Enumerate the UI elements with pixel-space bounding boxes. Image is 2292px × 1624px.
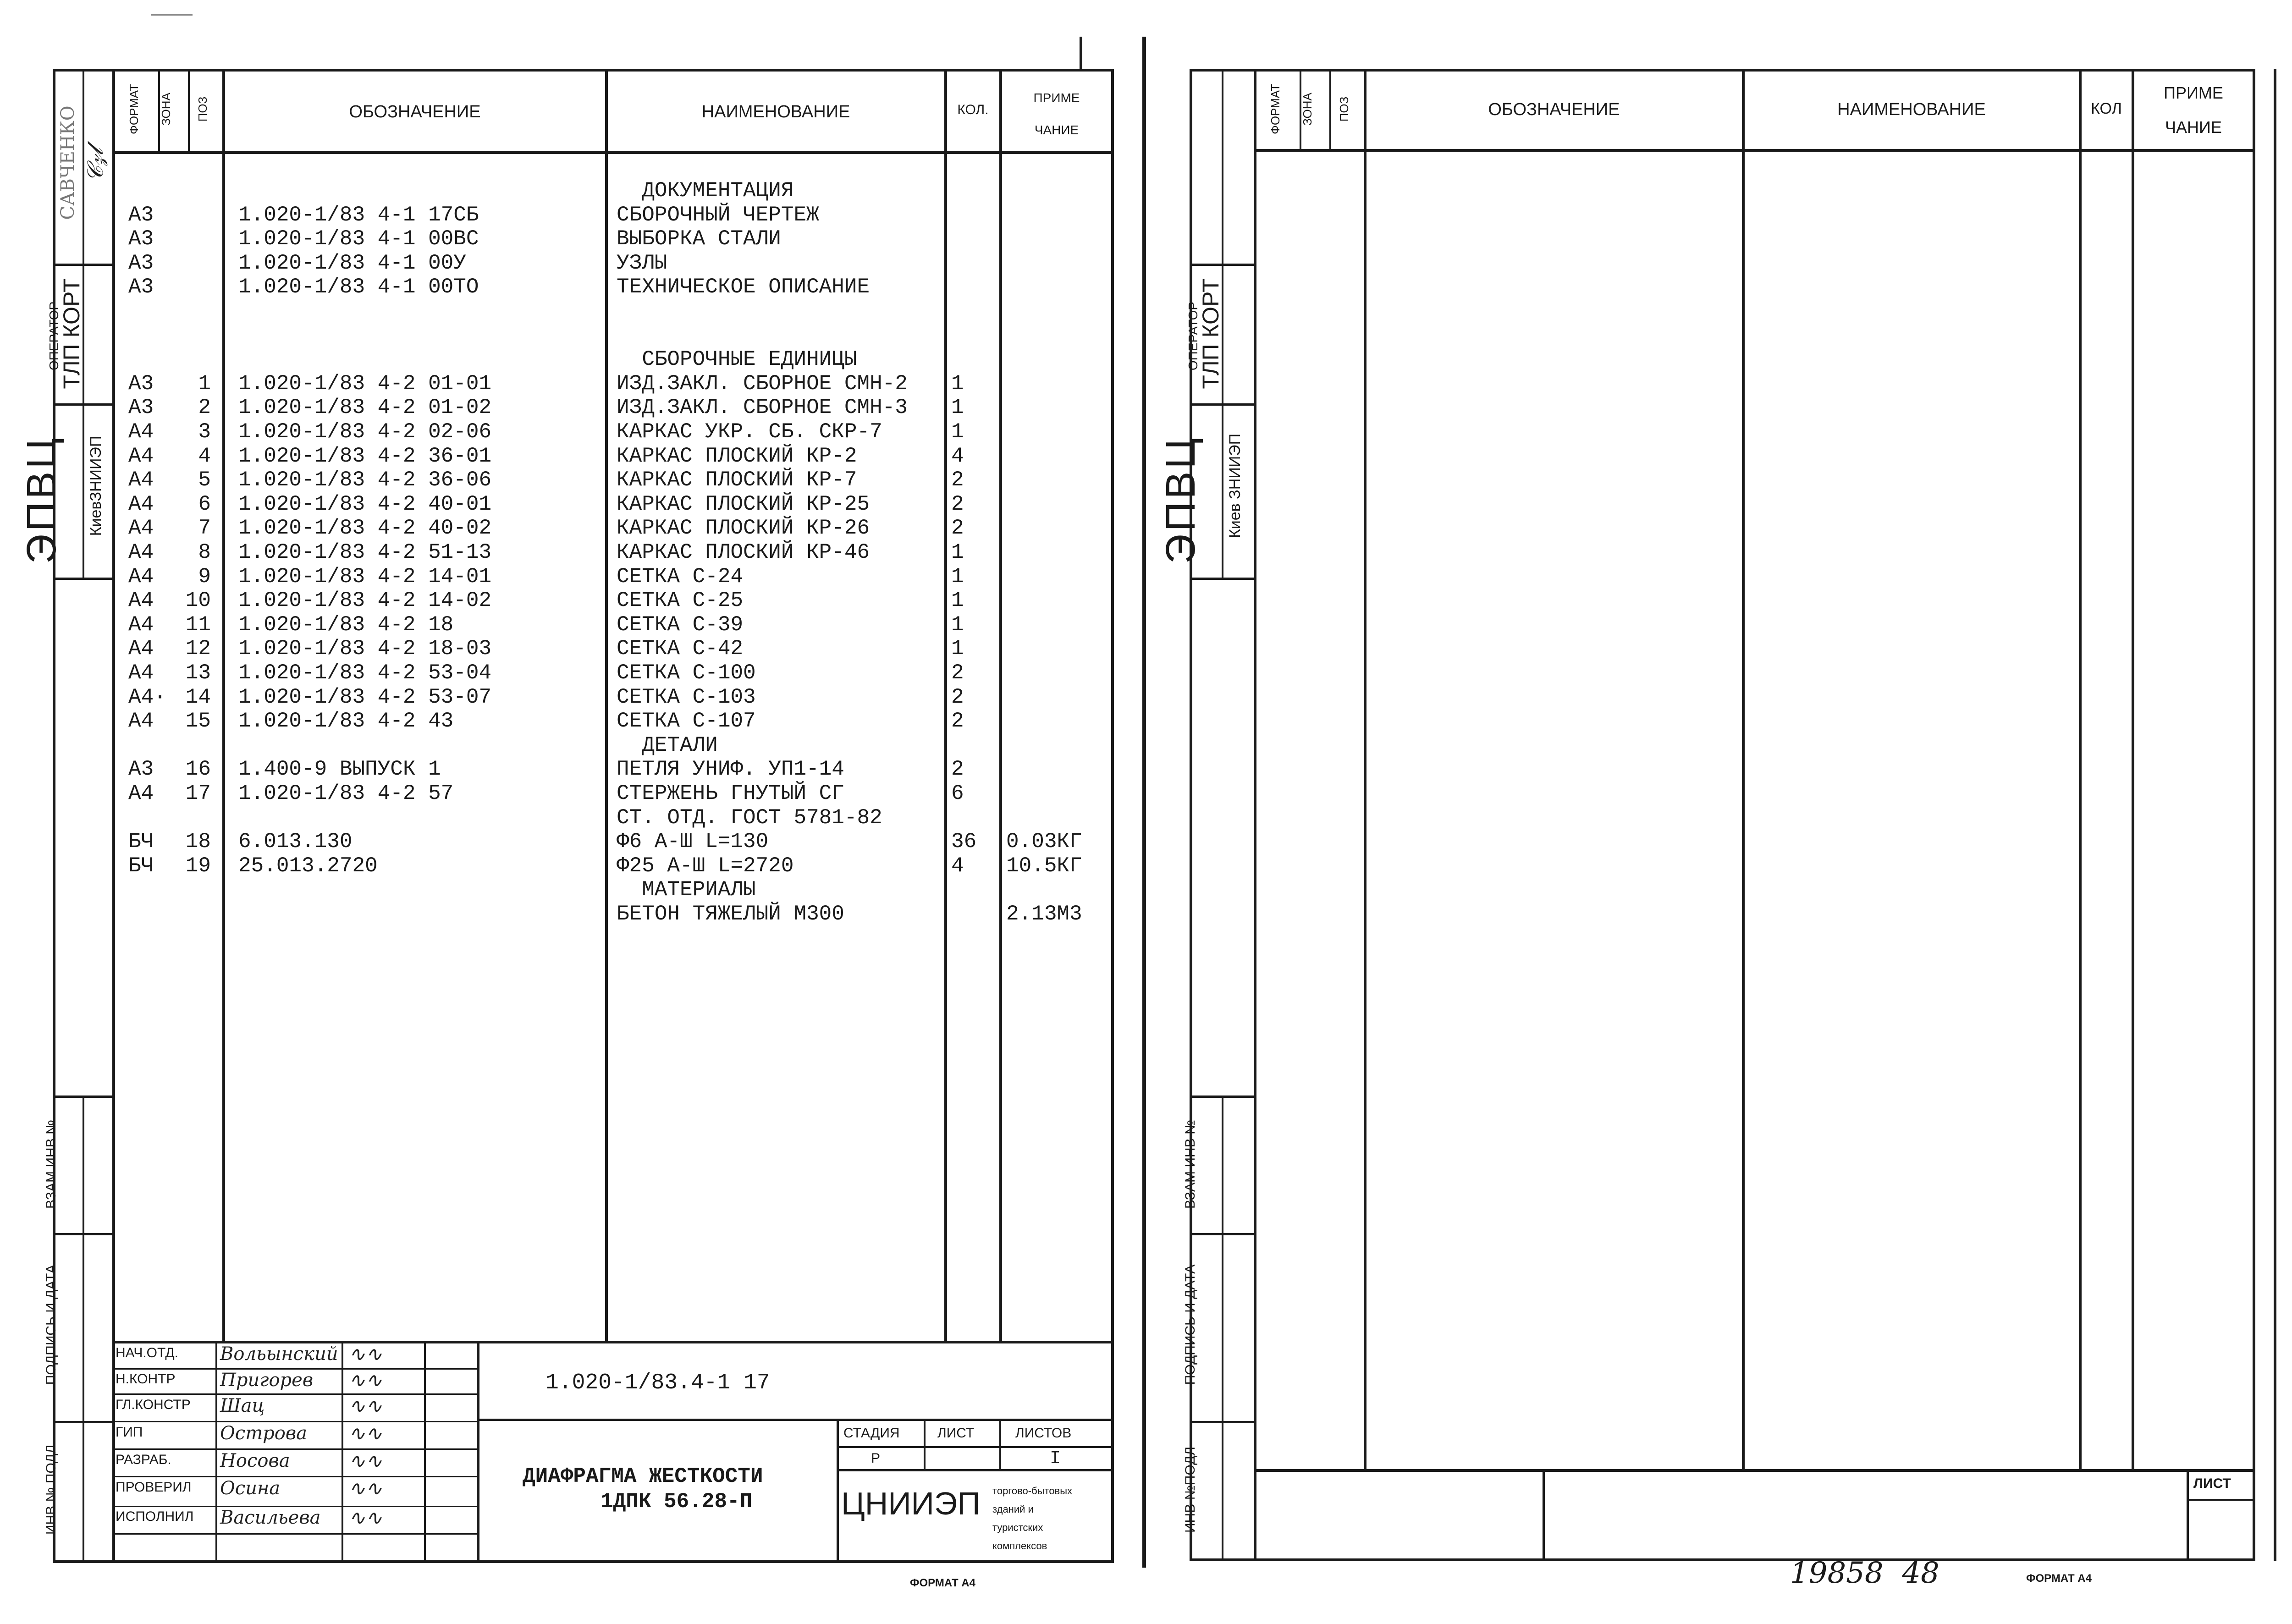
- tb-role: Н.КОНТР: [116, 1371, 176, 1387]
- row-name: Ф6 А-Ш L=130: [617, 830, 769, 854]
- row-qty: 2: [951, 685, 964, 709]
- tb-v-names: [215, 1341, 217, 1563]
- tb-designation: 1.020-1/83.4-1 17: [545, 1371, 770, 1395]
- table-row: [0, 806, 1114, 830]
- tb-signature: ∿∿: [348, 1369, 382, 1392]
- tb-v-sign: [342, 1341, 343, 1563]
- right-col-div-pos: [1329, 69, 1331, 151]
- tb-org-sub-3: туристских: [992, 1522, 1043, 1533]
- row-pos: 5: [198, 468, 211, 492]
- row-name: КАРКАС ПЛОСКИЙ КР-2: [617, 444, 857, 468]
- tb-roles-h5: [112, 1476, 479, 1477]
- left-spec-table: [0, 0, 1114, 1375]
- row-note: 0.03КГ: [1006, 830, 1082, 854]
- row-qty: 2: [951, 492, 964, 516]
- row-name: Ф25 А-Ш L=2720: [617, 853, 794, 878]
- row-format: А4: [128, 661, 154, 685]
- tb-roles-h7: [112, 1533, 479, 1535]
- tb-role: ПРОВЕРИЛ: [116, 1480, 192, 1495]
- right-frame-outer-right: [2274, 69, 2276, 1561]
- row-format: А4: [128, 420, 154, 444]
- row-name: СБОРОЧНЫЕ ЕДИНИЦЫ: [617, 347, 857, 372]
- row-designation: 1.020-1/83 4-2 57: [238, 782, 454, 805]
- left-stamp-org-small: КиевЗНИИЭП: [87, 435, 105, 536]
- table-row: [0, 227, 1114, 251]
- row-name: СЕТКА С-103: [617, 685, 756, 709]
- row-format: А3: [128, 203, 154, 227]
- tb-roles-h2: [112, 1393, 479, 1395]
- left-hdr-qty: КОЛ.: [957, 102, 989, 117]
- row-note: 2.13М3: [1006, 902, 1082, 926]
- table-row: [0, 637, 1114, 661]
- right-stamp-org-small: Киев ЗНИИЭП: [1226, 433, 1244, 539]
- table-row: [0, 685, 1114, 709]
- table-row: [0, 589, 1114, 612]
- left-frame-bottom: [53, 1560, 1114, 1563]
- left-hdr-zone: ЗОНА: [159, 93, 173, 126]
- row-qty: 1: [951, 371, 964, 396]
- tb-name: Носова: [220, 1450, 290, 1471]
- right-bottom-stamp-top: [1254, 1469, 2255, 1472]
- table-row: [0, 565, 1114, 589]
- table-row: [0, 661, 1114, 685]
- right-stamp-operator-label: ОПЕРАТОР: [1186, 301, 1200, 371]
- left-stamp-org-big: ЭПВЦ: [19, 435, 65, 564]
- row-name: КАРКАС УКР. СБ. СКР-7: [617, 420, 882, 444]
- row-designation: 1.020-1/83 4-2 40-01: [238, 492, 492, 516]
- table-row: [0, 396, 1114, 419]
- right-frame-right: [2253, 69, 2255, 1561]
- right-hdr-zone: ЗОНА: [1300, 93, 1314, 126]
- right-stamp-divider: [1254, 69, 1256, 1561]
- table-row: [0, 203, 1114, 227]
- row-name: КАРКАС ПЛОСКИЙ КР-25: [617, 492, 870, 516]
- row-qty: 2: [951, 468, 964, 492]
- left-hdr-note-1: ПРИМЕ: [1033, 91, 1080, 105]
- right-hdr-note-1: ПРИМЕ: [2164, 83, 2223, 102]
- row-pos: 18: [185, 830, 211, 854]
- tb-role: ГЛ.КОНСТР: [116, 1397, 191, 1412]
- left-stamp-h6: [53, 1421, 115, 1423]
- row-name: ИЗД.ЗАКЛ. СБОРНОЕ СМН-3: [617, 396, 908, 420]
- row-name: СБОРОЧНЫЙ ЧЕРТЕЖ: [617, 203, 819, 227]
- tb-name: Вольынский: [220, 1343, 338, 1365]
- row-pos: 16: [185, 757, 211, 782]
- table-row: [0, 468, 1114, 492]
- table-row: [0, 613, 1114, 637]
- right-bottom-stamp-v: [1543, 1469, 1545, 1561]
- row-designation: 1.020-1/83 4-2 14-01: [238, 564, 492, 589]
- left-format-label: ФОРМАТ А4: [910, 1577, 975, 1589]
- right-hdr-format: ФОРМАТ: [1268, 84, 1282, 134]
- tb-signature: ∿∿: [348, 1343, 382, 1366]
- row-designation: 6.013.130: [238, 830, 353, 854]
- row-qty: 2: [951, 661, 964, 685]
- row-name: КАРКАС ПЛОСКИЙ КР-46: [617, 540, 870, 564]
- right-bottom-sheet-v: [2187, 1469, 2189, 1561]
- row-name: ДОКУМЕНТАЦИЯ: [617, 179, 794, 203]
- row-format: А4: [128, 516, 154, 540]
- row-pos: 3: [198, 420, 211, 444]
- row-qty: 2: [951, 516, 964, 540]
- row-qty: 1: [951, 420, 964, 444]
- tb-v-stage: [837, 1419, 839, 1563]
- row-pos: 10: [185, 589, 211, 613]
- row-qty: 1: [951, 589, 964, 613]
- right-stamp-h1: [1190, 264, 1256, 266]
- row-pos: 2: [198, 396, 211, 420]
- table-row: [0, 902, 1114, 926]
- table-row: [0, 830, 1114, 853]
- row-designation: 1.020-1/83 4-1 00ВС: [238, 227, 479, 251]
- tb-org: ЦНИИЭП: [841, 1486, 981, 1521]
- tb-role: ИСПОЛНИЛ: [116, 1509, 194, 1524]
- tb-v-main: [477, 1341, 479, 1563]
- right-stamp-operator-value: ТЛП КОРТ: [1198, 278, 1223, 389]
- left-stamp-operator-value: ТЛП КОРТ: [59, 278, 84, 389]
- left-stamp-inv-replace: ВЗАМ ИНВ №: [44, 1119, 59, 1209]
- tb-sheets-label: ЛИСТОВ: [1015, 1426, 1072, 1441]
- tb-stage-value: Р: [871, 1451, 881, 1466]
- row-name: УЗЛЫ: [617, 251, 667, 275]
- left-hdr-designation: ОБОЗНАЧЕНИЕ: [349, 102, 481, 121]
- row-qty: 4: [951, 444, 964, 468]
- right-stamp-org-big: ЭПВЦ: [1158, 435, 1204, 564]
- right-hdr-designation: ОБОЗНАЧЕНИЕ: [1488, 100, 1620, 119]
- row-qty: 2: [951, 709, 964, 733]
- table-row: [0, 878, 1114, 902]
- tb-org-sub-4: комплексов: [992, 1540, 1047, 1552]
- right-col-div-qty: [2079, 69, 2082, 1471]
- table-row: [0, 324, 1114, 347]
- tb-stage-label: СТАДИЯ: [843, 1426, 900, 1441]
- row-pos: 13: [185, 661, 211, 685]
- right-stamp-h6: [1190, 1421, 1256, 1423]
- table-row: [0, 540, 1114, 564]
- row-designation: 1.020-1/83 4-2 18: [238, 612, 454, 637]
- row-pos: 7: [198, 516, 211, 540]
- tb-name: Васильева: [220, 1507, 321, 1528]
- row-pos: 6: [198, 492, 211, 516]
- row-pos: 9: [198, 564, 211, 589]
- row-qty: 2: [951, 757, 964, 782]
- row-format: А3: [128, 251, 154, 275]
- left-hdr-format: ФОРМАТ: [127, 84, 141, 134]
- tb-signature: ∿∿: [348, 1506, 382, 1530]
- row-format: А4: [128, 468, 154, 492]
- row-pos: 4: [198, 444, 211, 468]
- row-qty: 4: [951, 853, 964, 878]
- row-qty: 1: [951, 396, 964, 420]
- tb-title-line1: ДИАФРАГМА ЖЕСТКОСТИ: [523, 1464, 763, 1488]
- row-designation: 1.020-1/83 4-2 36-06: [238, 468, 492, 492]
- row-designation: 1.020-1/83 4-2 01-01: [238, 371, 492, 396]
- table-row: [0, 757, 1114, 781]
- row-name: СЕТКА С-100: [617, 661, 756, 685]
- row-format: А4: [128, 492, 154, 516]
- tb-role: ГИП: [116, 1425, 143, 1440]
- row-designation: 1.020-1/83 4-2 18-03: [238, 637, 492, 661]
- right-hdr-qty: КОЛ: [2091, 100, 2122, 117]
- left-hdr-note-2: ЧАНИЕ: [1034, 123, 1079, 137]
- tb-role: РАЗРАБ.: [116, 1452, 171, 1467]
- row-designation: 1.020-1/83 4-1 17СБ: [238, 203, 479, 227]
- tb-org-sub-1: торгово-бытовых: [992, 1485, 1073, 1497]
- left-stamp-sign-date: ПОДПИСЬ И ДАТА: [44, 1264, 59, 1385]
- left-stamp-surname: САВЧЕНКО: [57, 105, 78, 220]
- right-col-div-name: [1742, 69, 1745, 1471]
- table-row: [0, 733, 1114, 757]
- table-row: [0, 179, 1114, 203]
- tb-name: Осина: [220, 1478, 281, 1499]
- row-name: КАРКАС ПЛОСКИЙ КР-7: [617, 468, 857, 492]
- row-designation: 1.020-1/83 4-2 43: [238, 709, 454, 733]
- right-bottom-sheet-h: [2187, 1499, 2255, 1501]
- row-name: СЕТКА С-42: [617, 637, 744, 661]
- row-name: СЕТКА С-25: [617, 589, 744, 613]
- left-stamp-inv-orig: ИНВ № ПОДЛ: [44, 1444, 59, 1535]
- row-name: СЕТКА С-107: [617, 709, 756, 733]
- row-designation: 1.020-1/83 4-2 14-02: [238, 589, 492, 613]
- row-qty: 1: [951, 637, 964, 661]
- sheet-separator: [1142, 37, 1146, 1568]
- right-col-div-desig: [1364, 69, 1366, 1471]
- table-row: [0, 372, 1114, 396]
- table-row: [0, 299, 1114, 323]
- row-designation: 1.020-1/83 4-2 51-13: [238, 540, 492, 564]
- right-stamp-h3: [1190, 578, 1256, 580]
- row-format: А4: [128, 540, 154, 564]
- row-name: МАТЕРИАЛЫ: [617, 878, 756, 902]
- row-name: СТЕРЖЕНЬ ГНУТЫЙ СГ: [617, 782, 844, 805]
- tb-v-sheet: [924, 1419, 926, 1469]
- row-designation: 1.020-1/83 4-2 53-07: [238, 685, 492, 709]
- tb-v-sheets: [999, 1419, 1001, 1469]
- tb-role: НАЧ.ОТД.: [116, 1345, 178, 1360]
- row-designation: 1.020-1/83 4-1 00У: [238, 251, 466, 275]
- row-designation: 1.020-1/83 4-1 00ТО: [238, 275, 479, 299]
- row-format: А3: [128, 275, 154, 299]
- right-hdr-note-2: ЧАНИЕ: [2165, 118, 2222, 137]
- row-format: А4: [128, 444, 154, 468]
- right-stamp-inv-replace: ВЗАМ ИНВ №: [1183, 1119, 1198, 1209]
- tb-signature: ∿∿: [348, 1394, 382, 1418]
- right-stamp-sign-date: ПОДПИСЬ И ДАТА: [1183, 1264, 1198, 1385]
- right-stamp-mid2: [1222, 1096, 1223, 1561]
- row-designation: 1.020-1/83 4-2 40-02: [238, 516, 492, 540]
- tb-name: Острова: [220, 1423, 307, 1444]
- table-row: [0, 782, 1114, 805]
- row-format: А3: [128, 757, 154, 782]
- table-row: [0, 275, 1114, 299]
- tb-signature: ∿∿: [348, 1449, 382, 1473]
- table-row: [0, 492, 1114, 516]
- right-frame-bottom: [1190, 1558, 2255, 1561]
- tb-sheets-value: I: [1050, 1448, 1061, 1469]
- row-format: А4: [128, 709, 154, 733]
- left-hdr-name: НАИМЕНОВАНИЕ: [701, 102, 850, 121]
- tb-roles-h3: [112, 1421, 479, 1422]
- row-designation: 1.020-1/83 4-2 01-02: [238, 396, 492, 420]
- right-stamp-h5: [1190, 1233, 1256, 1235]
- row-name: ПЕТЛЯ УНИФ. УП1-14: [617, 757, 844, 782]
- row-designation: 1.400-9 ВЫПУСК 1: [238, 757, 441, 782]
- row-format: А3: [128, 371, 154, 396]
- right-format-label: ФОРМАТ А4: [2026, 1572, 2092, 1585]
- table-row: [0, 516, 1114, 540]
- row-pos: 12: [185, 637, 211, 661]
- table-row: [0, 347, 1114, 371]
- row-format: А4: [128, 782, 154, 805]
- row-designation: 1.020-1/83 4-2 53-04: [238, 661, 492, 685]
- tb-mid-h: [477, 1419, 1114, 1421]
- row-name: ТЕХНИЧЕСКОЕ ОПИСАНИЕ: [617, 275, 870, 299]
- row-designation: 1.020-1/83 4-2 02-06: [238, 420, 492, 444]
- row-format: А4·: [128, 685, 166, 709]
- row-format: А4: [128, 564, 154, 589]
- right-col-div-note: [2132, 69, 2134, 1471]
- right-hdr-pos: ПОЗ: [1337, 96, 1351, 122]
- right-stamp-h2: [1190, 403, 1256, 406]
- row-name: КАРКАС ПЛОСКИЙ КР-26: [617, 516, 870, 540]
- row-note: 10.5КГ: [1006, 853, 1082, 878]
- tb-name: Шац: [220, 1395, 265, 1416]
- right-sheet: [1146, 0, 2292, 1624]
- row-name: СТ. ОТД. ГОСТ 5781-82: [617, 805, 882, 830]
- row-format: БЧ: [128, 853, 154, 878]
- row-qty: 1: [951, 564, 964, 589]
- row-qty: 1: [951, 612, 964, 637]
- row-qty: 6: [951, 782, 964, 805]
- right-stamp-inv-orig: ИНВ №ПОДЛ: [1183, 1447, 1198, 1533]
- tb-roles-h4: [112, 1448, 479, 1450]
- row-name: БЕТОН ТЯЖЕЛЫЙ М300: [617, 902, 844, 926]
- row-format: А4: [128, 637, 154, 661]
- row-format: А3: [128, 396, 154, 420]
- tb-signature: ∿∿: [348, 1422, 382, 1445]
- row-format: А4: [128, 612, 154, 637]
- row-name: ДЕТАЛИ: [617, 733, 718, 757]
- table-row: [0, 444, 1114, 468]
- left-stamp-signature: 𝒞𝓏𝓁: [83, 148, 108, 182]
- row-format: А4: [128, 589, 154, 613]
- row-pos: 19: [185, 853, 211, 878]
- row-qty: 36: [951, 830, 977, 854]
- row-format: БЧ: [128, 830, 154, 854]
- table-row: [0, 420, 1114, 444]
- right-table-header-bottom: [1254, 149, 2255, 152]
- tb-h-org: [837, 1469, 1114, 1471]
- row-pos: 14: [185, 685, 211, 709]
- right-sheet-label: ЛИСТ: [2193, 1476, 2231, 1491]
- row-pos: 17: [185, 782, 211, 805]
- row-format: А3: [128, 227, 154, 251]
- table-row: [0, 854, 1114, 878]
- tb-signature: ∿∿: [348, 1477, 382, 1500]
- right-hdr-name: НАИМЕНОВАНИЕ: [1837, 100, 1986, 119]
- row-designation: 1.020-1/83 4-2 36-01: [238, 444, 492, 468]
- row-designation: 25.013.2720: [238, 853, 378, 878]
- left-stamp-operator-label: ОПЕРАТОР: [47, 301, 61, 371]
- row-pos: 1: [198, 371, 211, 396]
- row-pos: 15: [185, 709, 211, 733]
- tb-v-date: [424, 1341, 426, 1563]
- table-row: [0, 251, 1114, 275]
- table-row: [0, 709, 1114, 733]
- tb-sheet-label: ЛИСТ: [937, 1426, 975, 1441]
- right-handwritten-number: 19858 48: [1790, 1556, 1939, 1590]
- tb-name: Пригорев: [220, 1370, 314, 1391]
- row-pos: 11: [185, 612, 211, 637]
- right-frame-top: [1190, 69, 2255, 72]
- tb-org-sub-2: зданий и: [992, 1503, 1034, 1515]
- row-name: СЕТКА С-39: [617, 612, 744, 637]
- row-name: СЕТКА С-24: [617, 564, 744, 589]
- row-pos: 8: [198, 540, 211, 564]
- right-stamp-h4: [1190, 1096, 1256, 1098]
- row-name: ВЫБОРКА СТАЛИ: [617, 227, 781, 251]
- row-qty: 1: [951, 540, 964, 564]
- row-name: ИЗД.ЗАКЛ. СБОРНОЕ СМН-2: [617, 371, 908, 396]
- left-hdr-pos: ПОЗ: [196, 96, 209, 122]
- tb-title-line2: 1ДПК 56.28-П: [601, 1490, 753, 1514]
- tb-h-stage: [837, 1446, 1114, 1448]
